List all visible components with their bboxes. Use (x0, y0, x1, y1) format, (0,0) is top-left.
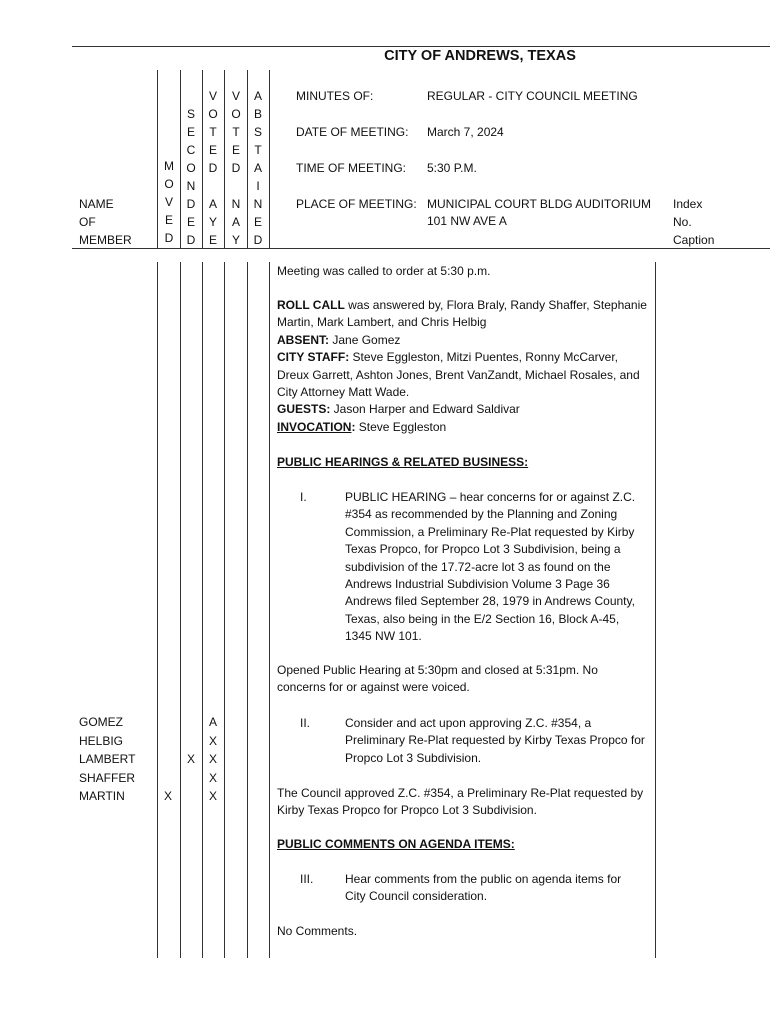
vote-mark (185, 713, 197, 732)
label-line: Index (673, 197, 703, 211)
vote-mark (162, 732, 174, 751)
header-col-divider (224, 70, 225, 248)
letter: T (232, 125, 240, 139)
aye-votes (207, 713, 219, 806)
minutes-of-label: MINUTES OF: (296, 89, 374, 103)
header-col-divider (247, 70, 248, 248)
public-hearings-heading: PUBLIC HEARINGS & RELATED BUSINESS: (277, 455, 529, 469)
letter: N (231, 197, 241, 211)
roll-call-text: was answered by, Flora Braly, Randy Shaffer, Stephanie Martin, Mark Lambert, and Chris Helbig (277, 298, 647, 330)
vote-mark: X (208, 770, 217, 785)
member-name: GOMEZ (79, 715, 123, 729)
seconded-column-header (185, 105, 197, 249)
public-comments-heading: PUBLIC COMMENTS ON AGENDA ITEMS: (277, 837, 515, 851)
no-comments: No Comments. (277, 924, 358, 938)
header-col-divider (269, 70, 270, 248)
header-col-divider (202, 70, 203, 248)
letter: T (209, 125, 217, 139)
letter: D (164, 231, 174, 245)
guests-label: GUESTS: (277, 402, 331, 417)
invocation-text: Steve Eggleston (355, 419, 447, 434)
member-name: MARTIN (79, 789, 125, 803)
label-line: MEMBER (79, 233, 132, 247)
letter: A (208, 197, 217, 211)
date-label: DATE OF MEETING: (296, 125, 409, 139)
header-top-rule (72, 46, 770, 47)
place-value-line1: MUNICIPAL COURT BLDG AUDITORIUM (427, 197, 652, 211)
letter: E (164, 213, 173, 227)
vote-mark (185, 732, 197, 751)
letter: E (231, 143, 240, 157)
body-col-divider (269, 262, 270, 958)
item2-text: Consider and act upon approving Z.C. #354, a Preliminary Re-Plat requested by Kirby Texas Propco for Propco Lot 3 Subdivision. (345, 716, 645, 765)
vote-mark: X (163, 789, 172, 803)
vote-mark: A (208, 715, 217, 729)
voted-aye-column-header (207, 87, 219, 249)
letter: N (253, 197, 263, 211)
moved-votes (162, 713, 174, 806)
letter: Y (231, 233, 240, 247)
letter: D (253, 233, 263, 247)
absent-label: ABSENT: (277, 332, 330, 347)
body-col-divider (224, 262, 225, 958)
vote-mark: X (186, 752, 195, 766)
vote-mark: X (208, 752, 217, 766)
minutes-of-value: REGULAR - CITY COUNCIL MEETING (427, 89, 638, 103)
time-label: TIME OF MEETING: (296, 161, 406, 175)
letter: O (186, 161, 196, 175)
letter (230, 177, 242, 195)
letter: E (253, 215, 262, 229)
body-col-divider (202, 262, 203, 958)
guests-paragraph (277, 401, 649, 418)
vote-mark: X (208, 789, 217, 803)
item1-text: PUBLIC HEARING – hear concerns for or against Z.C. #354 as recommended by the Planning and Zoning Commission, a Preliminary Re-Plat requested by Kirby Texas Propco, for Propco Lot 3 Subdivision, being a subdivision of the 17.72-acre lot 3 as found on the Andrews Industrial Subdivision Volume 3 Page 36 Andrews filed September 28, 1979 in Andrews County, Texas, also being in the E/2 Section 16, Block A-45, 1345 NW 101. (345, 490, 636, 644)
letter: M (164, 159, 174, 173)
letter: A (253, 89, 262, 103)
letter: S (253, 125, 262, 139)
letter: O (208, 107, 218, 121)
staff-label: CITY STAFF: (277, 350, 350, 365)
letter: C (186, 143, 196, 157)
place-label: PLACE OF MEETING: (296, 197, 417, 211)
letter: V (231, 89, 240, 103)
body-col-divider (247, 262, 248, 958)
letter: A (231, 215, 240, 229)
letter: V (208, 89, 217, 103)
member-name: HELBIG (79, 733, 124, 748)
letter: D (186, 197, 196, 211)
letter: D (208, 161, 218, 175)
letter: T (254, 143, 262, 157)
index-caption-label (673, 195, 714, 249)
abstained-column-header (252, 87, 264, 249)
member-name: SHAFFER (79, 770, 136, 785)
roll-call-block (277, 297, 649, 436)
letter (207, 177, 219, 195)
item3-text: Hear comments from the public on agenda items for City Council consideration. (345, 872, 622, 904)
place-value-line2: 101 NW AVE A (427, 214, 507, 228)
label-line: OF (79, 215, 96, 229)
time-value: 5:30 P.M. (427, 161, 477, 175)
guests-text: Jason Harper and Edward Saldivar (330, 402, 520, 417)
letter: V (164, 195, 173, 209)
item3-number: III. (300, 872, 314, 886)
letter: Y (208, 215, 217, 229)
letter: E (208, 143, 217, 157)
call-to-order: Meeting was called to order at 5:30 p.m. (277, 264, 491, 278)
absent-paragraph (277, 332, 649, 349)
label-line: No. (673, 215, 692, 229)
approval-note: The Council approved Z.C. #354, a Preliminary Re-Plat requested by Kirby Texas Propco for Propco Lot 3 Subdivision. (277, 786, 644, 818)
member-list (79, 713, 135, 806)
header-col-divider (157, 70, 158, 248)
name-of-member-label (79, 195, 132, 249)
roll-call-label: ROLL CALL (277, 298, 345, 312)
date-value: March 7, 2024 (427, 125, 504, 139)
hearing-note: Opened Public Hearing at 5:30pm and closed at 5:31pm. No concerns for or against were voiced. (277, 663, 598, 695)
label-line: NAME (79, 197, 114, 211)
letter: S (186, 107, 195, 121)
invocation-colon: : (351, 419, 356, 434)
vote-mark (185, 787, 197, 806)
body-col-divider (655, 262, 656, 958)
body-col-divider (157, 262, 158, 958)
absent-text: Jane Gomez (329, 332, 401, 347)
staff-paragraph (277, 349, 649, 401)
letter: O (164, 177, 174, 191)
moved-column-header (163, 157, 175, 247)
invocation-label: INVOCATION (277, 419, 352, 434)
seconded-votes (185, 713, 197, 806)
letter: D (186, 233, 196, 247)
member-name: LAMBERT (79, 752, 136, 766)
item2-number: II. (300, 716, 311, 730)
vote-mark (162, 713, 174, 732)
body-col-divider (180, 262, 181, 958)
header-bottom-rule (72, 248, 770, 249)
label-line: Caption (673, 233, 715, 247)
roll-call-paragraph (277, 297, 649, 332)
letter: A (253, 161, 262, 175)
page-title: CITY OF ANDREWS, TEXAS (384, 48, 576, 64)
letter: N (186, 179, 196, 193)
vote-mark (162, 750, 174, 769)
staff-text: Steve Eggleston, Mitzi Puentes, Ronny McCarver, Dreux Garrett, Ashton Jones, Brent VanZandt, Michael Rosales, and City Attorney Matt Wade. (277, 350, 640, 400)
letter: O (231, 107, 241, 121)
letter: D (231, 161, 241, 175)
letter: B (253, 107, 262, 121)
vote-mark (162, 769, 174, 788)
item1-number: I. (300, 490, 307, 504)
letter: E (208, 233, 217, 247)
letter: E (186, 125, 195, 139)
header-col-divider (180, 70, 181, 248)
vote-mark: X (208, 733, 217, 748)
voted-nay-column-header (230, 87, 242, 249)
letter: I (256, 179, 260, 193)
letter: E (186, 215, 195, 229)
vote-mark (185, 769, 197, 788)
invocation-paragraph (277, 419, 649, 436)
